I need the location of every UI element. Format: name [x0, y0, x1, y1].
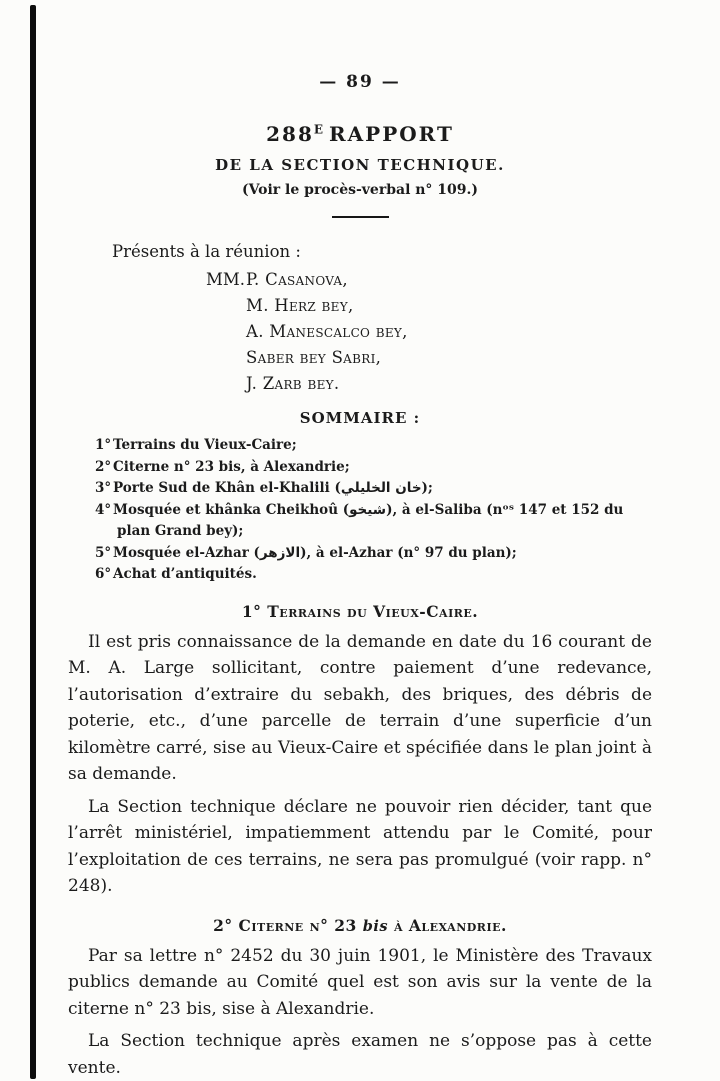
section-divider — [332, 216, 389, 218]
section-1-paragraph: Il est pris connaissance de la demande en date du 16 courant de M. A. Large sollicitant, contre paiement d’une redevance, l’autorisation d’extraire du sebakh, des briques, des débris de poterie, etc., d’une parcelle de terrain d’une superficie d’un kilomètre carré, sise au Vieux-Caire et spécifiée dans le plan joint à sa demande. — [68, 631, 652, 784]
sommaire-item-text: Mosquée el-Azhar (الازهر), à el-Azhar (n° 97 du plan); — [113, 544, 517, 561]
section-2-heading-post: à Alexandrie. — [388, 915, 507, 935]
sommaire-item-text: Terrains du Vieux-Caire; — [113, 437, 297, 453]
section-1-paragraph: La Section technique déclare ne pouvoir rien décider, tant que l’arrêt ministériel, impatiemment attendu par le Comité, pour l’exploitation de ces terrains, ne sera pas promulgué (voir rapp. n° 248). — [68, 796, 652, 896]
sommaire-item — [95, 435, 652, 457]
section-2-paragraph: La Section technique après examen ne s’oppose pas à cette vente. — [68, 1031, 652, 1078]
sommaire-heading: SOMMAIRE : — [299, 409, 421, 427]
attendees-intro: Présents à la réunion : — [112, 242, 301, 261]
attendee-name: P. Casanova, — [246, 270, 348, 289]
report-number: 288 — [266, 122, 314, 146]
sommaire-item — [95, 500, 652, 543]
section-2-heading-text: 2° Citerne n° 23 — [213, 915, 363, 935]
attendee-row — [206, 371, 652, 397]
sommaire-item-text: Achat d’antiquités. — [113, 566, 257, 582]
attendee-row — [206, 293, 652, 319]
sommaire-item-number: 1° — [95, 437, 112, 453]
sommaire-item — [95, 457, 652, 479]
attendee-row — [206, 319, 652, 345]
report-title — [0, 122, 720, 146]
sommaire-item — [95, 543, 652, 565]
sommaire-item — [95, 564, 652, 586]
report-note: (Voir le procès-verbal n° 109.) — [241, 182, 479, 198]
sommaire-item-text: Mosquée et khânka Cheikhoû (شيخو), à el-Saliba (nᵒˢ 147 et 152 du plan Grand bey); — [113, 501, 624, 539]
sommaire-item-text: Citerne n° 23 bis, à Alexandrie; — [113, 458, 350, 475]
report-word: RAPPORT — [329, 122, 454, 146]
attendee-name: A. Manescalco bey, — [246, 322, 408, 341]
page-number: — 89 — — [319, 72, 401, 92]
attendee-row — [206, 345, 652, 371]
attendees-prefix: MM. — [206, 270, 246, 289]
sommaire-item-number: 6° — [95, 566, 112, 582]
sommaire-list — [95, 435, 652, 586]
page-content — [0, 242, 720, 1081]
sommaire-item-number: 3° — [95, 480, 112, 496]
section-1-heading-text: 1° Terrains du Vieux-Caire. — [241, 601, 479, 621]
report-number-superscript: E — [313, 122, 324, 137]
section-1-heading — [68, 602, 652, 621]
sommaire-item-number: 2° — [95, 458, 112, 475]
sommaire-item-number: 4° — [95, 501, 112, 518]
attendee-row — [206, 267, 652, 293]
attendee-name: Saber bey Sabri, — [246, 348, 382, 367]
section-2-heading — [68, 916, 652, 935]
report-subtitle: DE LA SECTION TECHNIQUE. — [215, 156, 505, 174]
sommaire-item-text: Porte Sud de Khân el-Khalili (خان الخليلي); — [113, 480, 433, 496]
attendee-name: M. Herz bey, — [246, 296, 354, 315]
section-2-heading-italic: bis — [362, 917, 389, 935]
scan-edge-artifact — [30, 5, 36, 1079]
section-2-paragraph: Par sa lettre n° 2452 du 30 juin 1901, le Ministère des Travaux publics demande au Comité quel est son avis sur la vente de la citerne n° 23 bis, sise à Alexandrie. — [68, 945, 652, 1019]
sommaire-item-number: 5° — [95, 544, 112, 561]
sommaire-item — [95, 478, 652, 500]
attendee-name: J. Zarb bey. — [246, 374, 340, 393]
attendees-list — [206, 267, 652, 397]
